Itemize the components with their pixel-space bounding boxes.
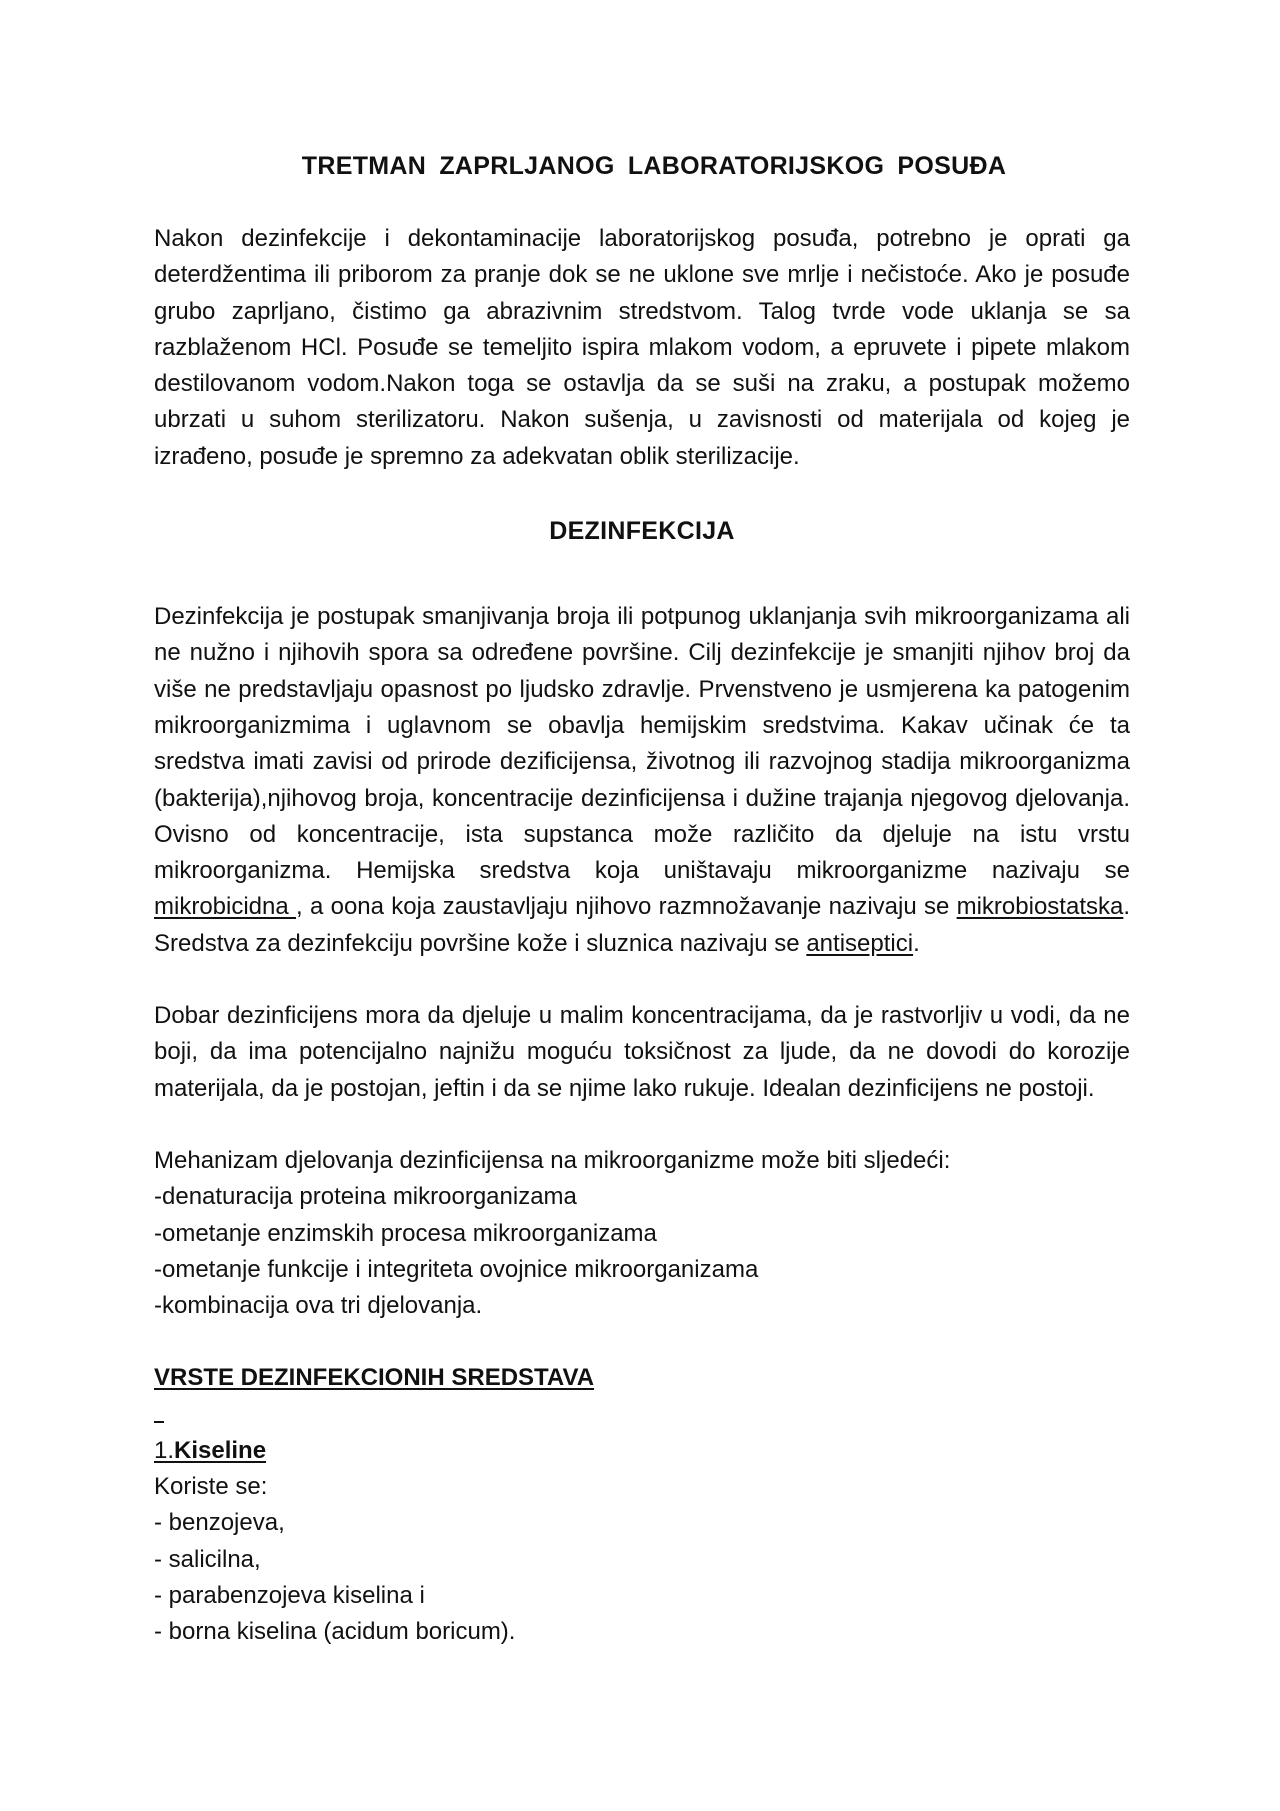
document-page [154,148,1130,1651]
term-mikrobiostatska: mikrobiostatska [956,893,1124,921]
dezinfekcija-paragraph [154,599,1130,962]
document-title: TRETMAN ZAPRLJANOG LABORATORIJSKOG POSUĐA [301,152,1007,180]
heading-dezinfekcija: DEZINFEKCIJA [549,517,735,546]
term-mikrobicidna: mikrobicidna [154,893,297,921]
acids-heading [154,1433,1130,1469]
dez-text-part1: Dezinfekcija je postupak smanjivanja broja ili potpunog uklanjanja svih mikroorganizama ali ne nužno i njihovih spora sa određene površine. Cilj dezinfekcije je smanjiti njihov broj da više ne predstavljaju opasnost po ljudsko zdravlje. Prvenstveno je usmjerena ka patogenim mikroorganizmima i uglavnom se obavlja hemijskim sredstvima. Kakav učinak će ta sredstva imati zavisi od prirode dezificijensa, životnog ili razvojnog stadija mikroorganizma (bakterija),njihovog broja, koncentracije dezinficijensa i dužine trajanja njegovog djelovanja. Ovisno od koncentracije, ista supstanca može različito da djeluje na istu vrstu mikroorganizma. Hemijska sredstva koja uništavaju mikroorganizme nazivaju se [154,603,1130,885]
good-disinfectant-paragraph: Dobar dezinficijens mora da djeluje u malim koncentracijama, da je rastvorljiv u vodi, da ne boji, da ima potencijalno najnižu moguću toksičnost za ljude, da ne dovodi do korozije materijala, da je postojan, jeftin i da se njime lako rukuje. Idealan dezinficijens ne postoji. [154,1002,1130,1102]
term-antiseptici: antiseptici [806,929,914,957]
mechanism-section [154,1143,1130,1324]
mechanism-item: -ometanje funkcije i integriteta ovojnice mikroorganizama [154,1255,759,1283]
intro-paragraph: Nakon dezinfekcije i dekontaminacije laboratorijskog posuđa, potrebno je oprati ga deterdžentima ili priborom za pranje dok se ne uklone sve mrlje i nečistoće. Ako je posuđe grubo zaprljano, čistimo ga abrazivnim stredstvom. Talog tvrde vode uklanja se sa razblaženom HCl. Posuđe se temeljito ispira mlakom vodom, a epruvete i pipete mlakom destilovanom vodom.Nakon toga se ostavlja da se suši na zraku, a postupak možemo ubrzati u suhom sterilizatoru. Nakon sušenja, u zavisnosti od materijala od kojeg je izrađeno, posuđe je spremno za adekvatan oblik sterilizacije. [154,225,1130,470]
acid-item: - parabenzojeva kiselina i [154,1581,425,1609]
dez-text-part4: . [913,929,920,957]
dez-text-part3: . Sredstva za dezinfekciju površine kože i sluznica nazivaju se [154,893,1131,957]
mechanism-item: -kombinacija ova tri djelovanja. [154,1292,483,1320]
mechanism-item: -ometanje enzimskih procesa mikroorganizama [154,1219,657,1247]
acids-number: 1. [154,1436,175,1464]
acid-item: - salicilna, [154,1545,261,1573]
mechanism-intro: Mehanizam djelovanja dezinficijensa na mikroorganizme može biti sljedeći: [154,1146,951,1174]
acids-title: Kiseline [174,1436,267,1464]
mechanism-item: -denaturacija proteina mikroorganizama [154,1183,577,1211]
acid-item: - borna kiselina (acidum boricum). [154,1618,516,1646]
dash-mark [154,1421,164,1423]
acids-intro: Koriste se: [154,1473,268,1501]
acid-item: - benzojeva, [154,1509,285,1537]
types-heading: VRSTE DEZINFEKCIONIH SREDSTAVA [154,1364,595,1392]
empty-list-dash [154,1397,1130,1433]
dez-text-part2: , a oona koja zaustavljaju njihovo razmnožavanje nazivaju se [296,893,957,921]
